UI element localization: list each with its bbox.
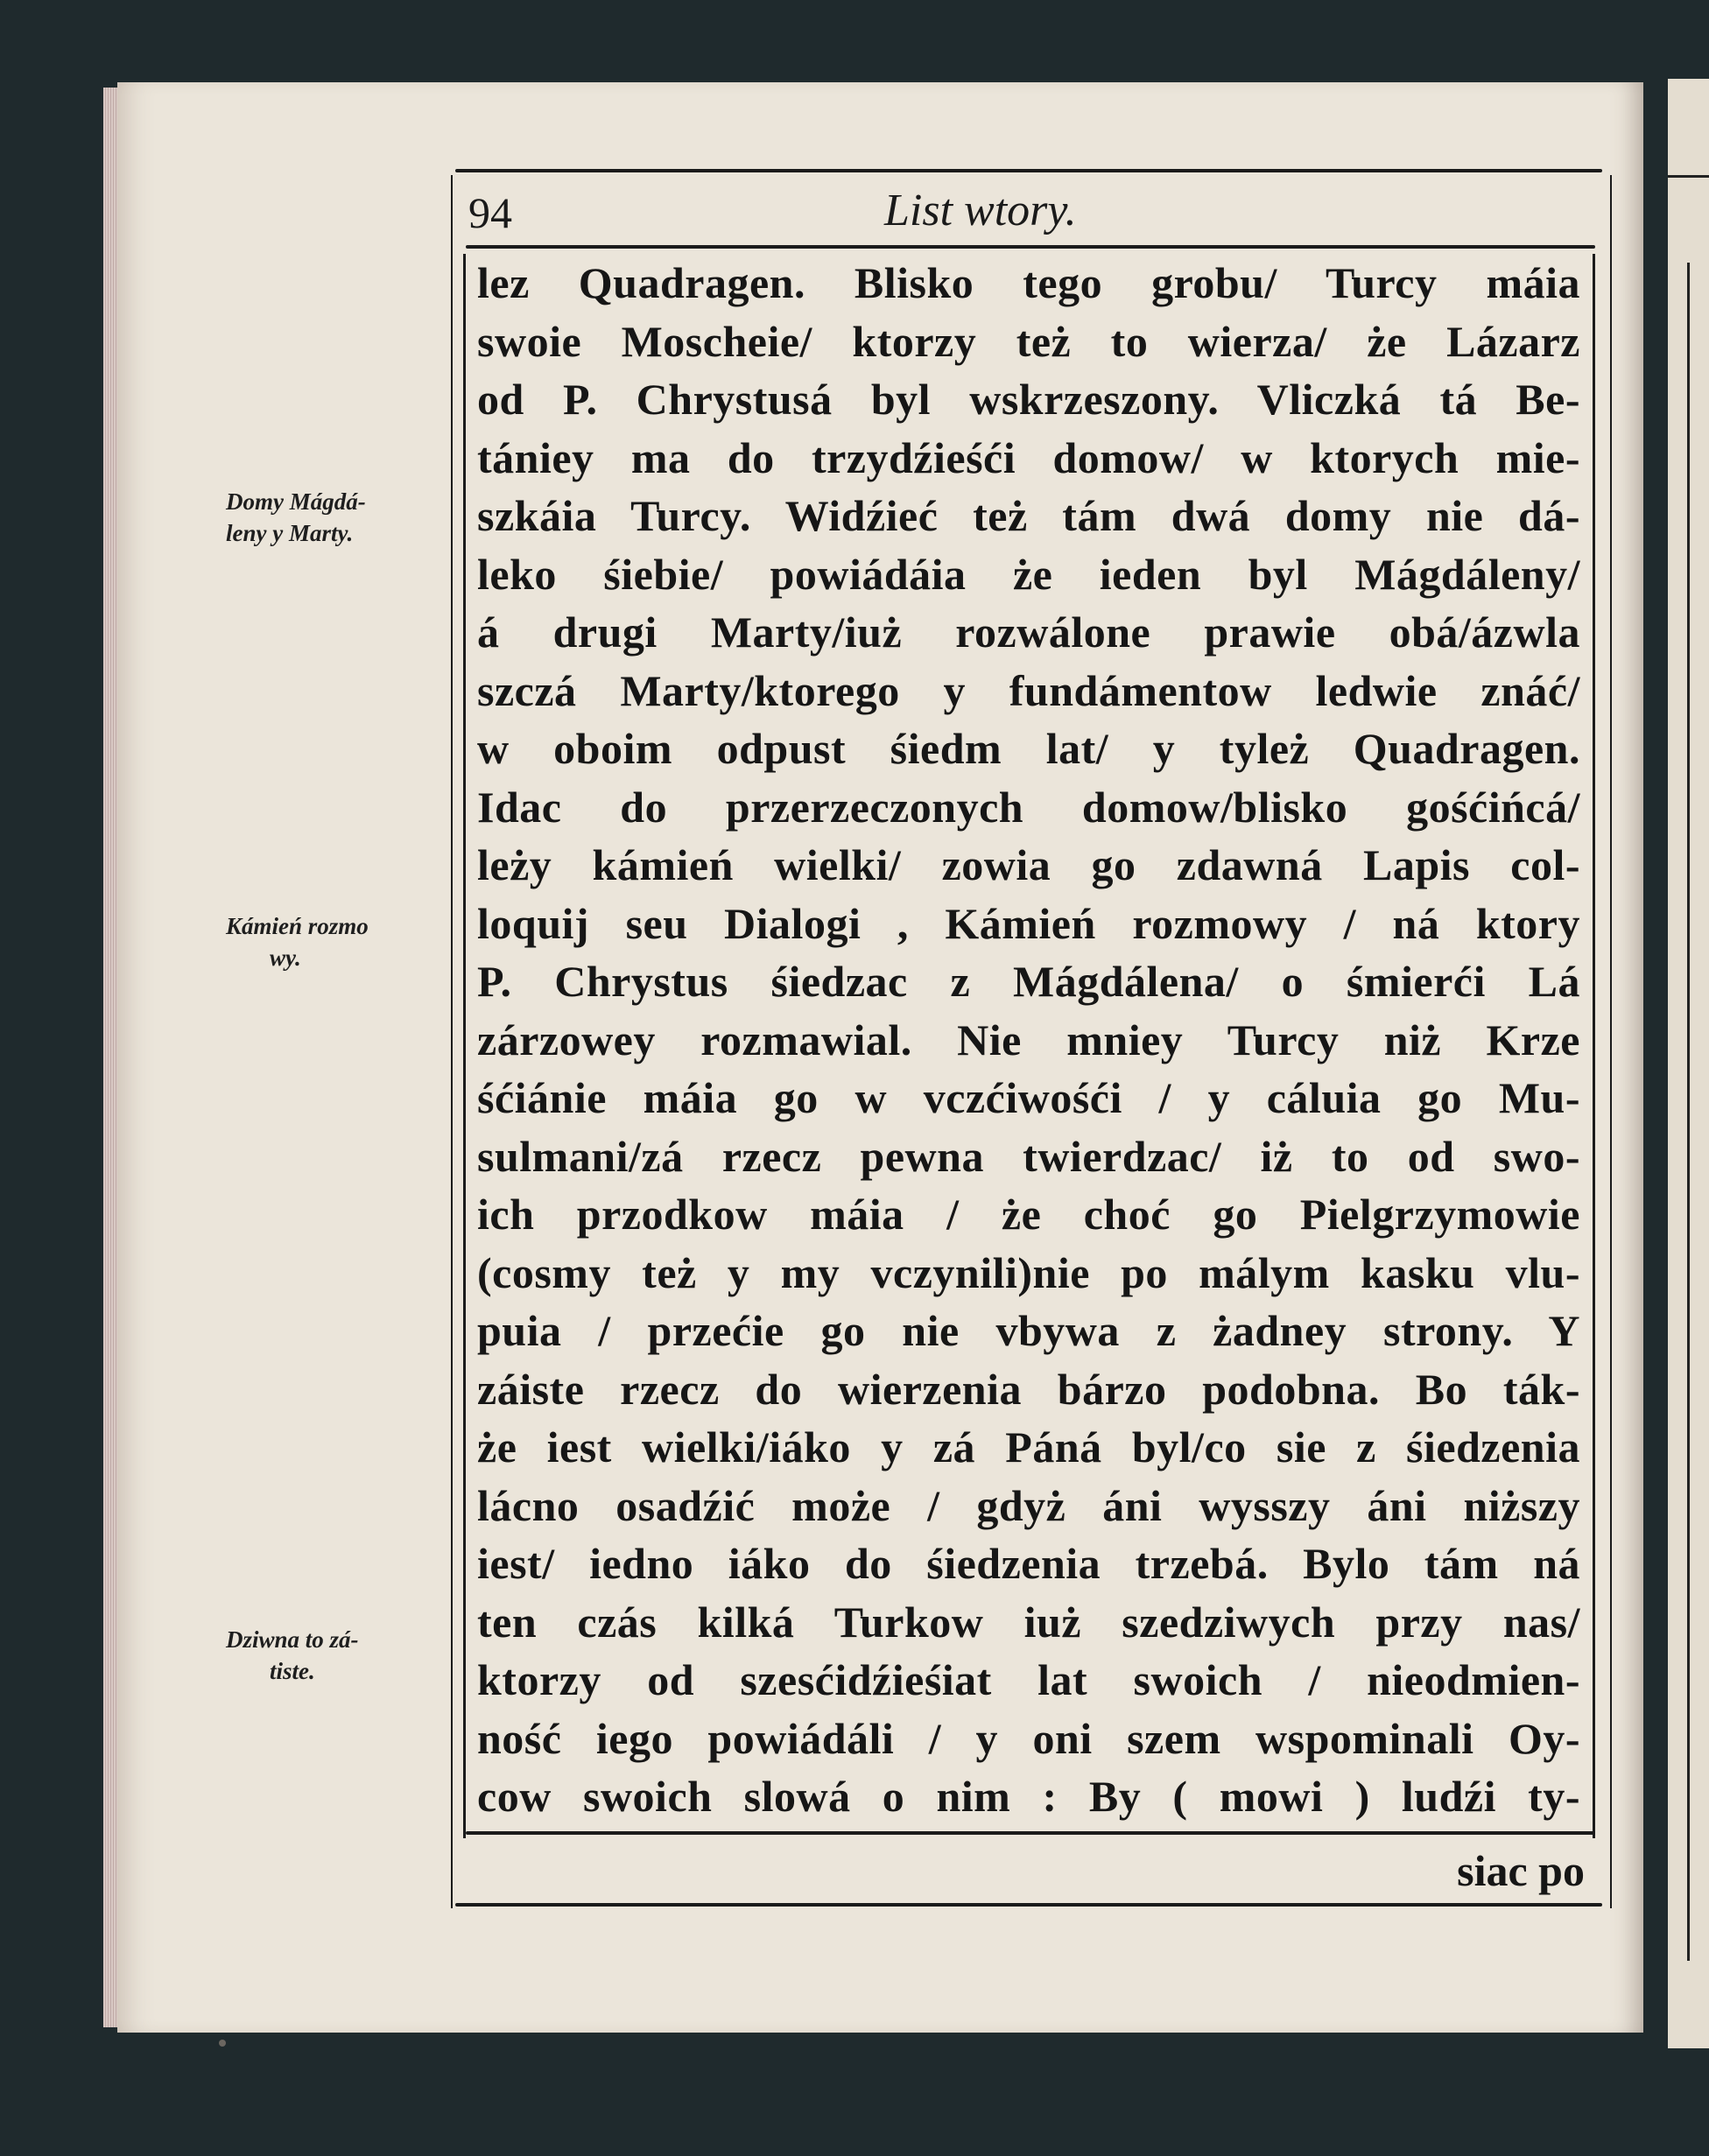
margin-note bbox=[226, 1624, 454, 1687]
running-title: List wtory. bbox=[884, 186, 1077, 235]
facing-page-edge bbox=[1668, 79, 1709, 2048]
frame-right-line bbox=[1593, 254, 1595, 1838]
text-line: ność iego powiádáli / y oni szem wspominali Oy- bbox=[477, 1713, 1580, 1763]
margin-note-line: wy. bbox=[270, 945, 301, 971]
header-top-rule bbox=[455, 169, 1602, 172]
facing-page-rule bbox=[1668, 175, 1709, 178]
text-line: ten czás kilká Turkow iuż szedziwych przy nas/ bbox=[477, 1597, 1580, 1647]
text-line: záiste rzecz do wierzenia bárzo podobna. Bo ták- bbox=[477, 1364, 1580, 1414]
text-line: szkáia Turcy. Widźieć też tám dwá domy nie dá- bbox=[477, 491, 1580, 540]
text-line: leży kámień wielki/ zowia go zdawná Lapis col- bbox=[477, 840, 1580, 889]
text-line: lácno osadźić może / gdyż áni wysszy áni niższy bbox=[477, 1480, 1580, 1530]
text-line: á drugi Marty/iuż rozwálone prawie obá/ázwla bbox=[477, 607, 1580, 657]
margin-note-line: Dziwna to zá- bbox=[226, 1626, 359, 1653]
frame-left-line bbox=[463, 254, 466, 1838]
margin-note-line: tiste. bbox=[270, 1658, 315, 1684]
facing-page-frame-line bbox=[1687, 263, 1690, 1961]
text-line: zárzowey rozmawial. Nie mniey Turcy niż Krze bbox=[477, 1015, 1580, 1064]
text-line: Idac do przerzeczonych domow/blisko gośćińcá/ bbox=[477, 782, 1580, 832]
text-line: P. Chrystus śiedzac z Mágdálena/ o śmierći Lá bbox=[477, 957, 1580, 1006]
text-line: puia / przećie go nie vbywa z żadney strony. Y bbox=[477, 1306, 1580, 1355]
text-line: że iest wielki/iáko y zá Páná byl/co sie z śiedzenia bbox=[477, 1422, 1580, 1471]
text-line: ich przodkow máia / że choć go Pielgrzymowie bbox=[477, 1190, 1580, 1239]
header-bottom-rule bbox=[466, 245, 1595, 249]
text-line: w oboim odpust śiedm lat/ y tyleż Quadragen. bbox=[477, 724, 1580, 773]
text-line: szczá Marty/ktorego y fundámentow ledwie znáć/ bbox=[477, 665, 1580, 715]
margin-note bbox=[226, 910, 454, 973]
margin-note-line: Domy Mágdá- bbox=[226, 488, 366, 515]
text-line: cow swoich slowá o nim : By ( mowi ) ludźi ty- bbox=[477, 1772, 1580, 1821]
text-line: ktorzy od szesćidźieśiat lat swoich / nieodmien- bbox=[477, 1655, 1580, 1704]
text-line: (cosmy też y my vczynili)nie po málym kasku vlu- bbox=[477, 1247, 1580, 1297]
margin-note bbox=[226, 486, 454, 549]
margin-note-line: Kámień rozmo bbox=[226, 913, 369, 939]
page-bottom-rule bbox=[455, 1903, 1602, 1907]
text-line: tániey ma do trzydźieśći domow/ w ktorych mie- bbox=[477, 432, 1580, 482]
body-text bbox=[477, 254, 1580, 1826]
text-line: sulmani/zá rzecz pewna twierdzac/ iż to od swo- bbox=[477, 1131, 1580, 1181]
text-line: od P. Chrystusá byl wskrzeszony. Vliczká tá Be- bbox=[477, 375, 1580, 424]
catchword: siac po bbox=[1457, 1846, 1585, 1895]
text-line: leko śiebie/ powiádáia że ieden byl Mágdáleny/ bbox=[477, 549, 1580, 599]
frame-outer-right-line bbox=[1610, 175, 1612, 1908]
text-line: loquij seu Dialogi , Kámień rozmowy / ná ktory bbox=[477, 898, 1580, 948]
text-line: lez Quadragen. Blisko tego grobu/ Turcy máia bbox=[477, 258, 1580, 307]
text-line: iest/ iedno iáko do śiedzenia trzebá. Bylo tám ná bbox=[477, 1539, 1580, 1588]
body-bottom-rule bbox=[466, 1831, 1595, 1835]
paper-spot bbox=[219, 2040, 226, 2047]
margin-note-line: leny y Marty. bbox=[226, 520, 354, 546]
page-number: 94 bbox=[468, 188, 512, 237]
text-line: swoie Moscheie/ ktorzy też to wierza/ że Lázarz bbox=[477, 316, 1580, 366]
text-line: śćiánie máia go w vczćiwośći / y cáluia go Mu- bbox=[477, 1073, 1580, 1122]
